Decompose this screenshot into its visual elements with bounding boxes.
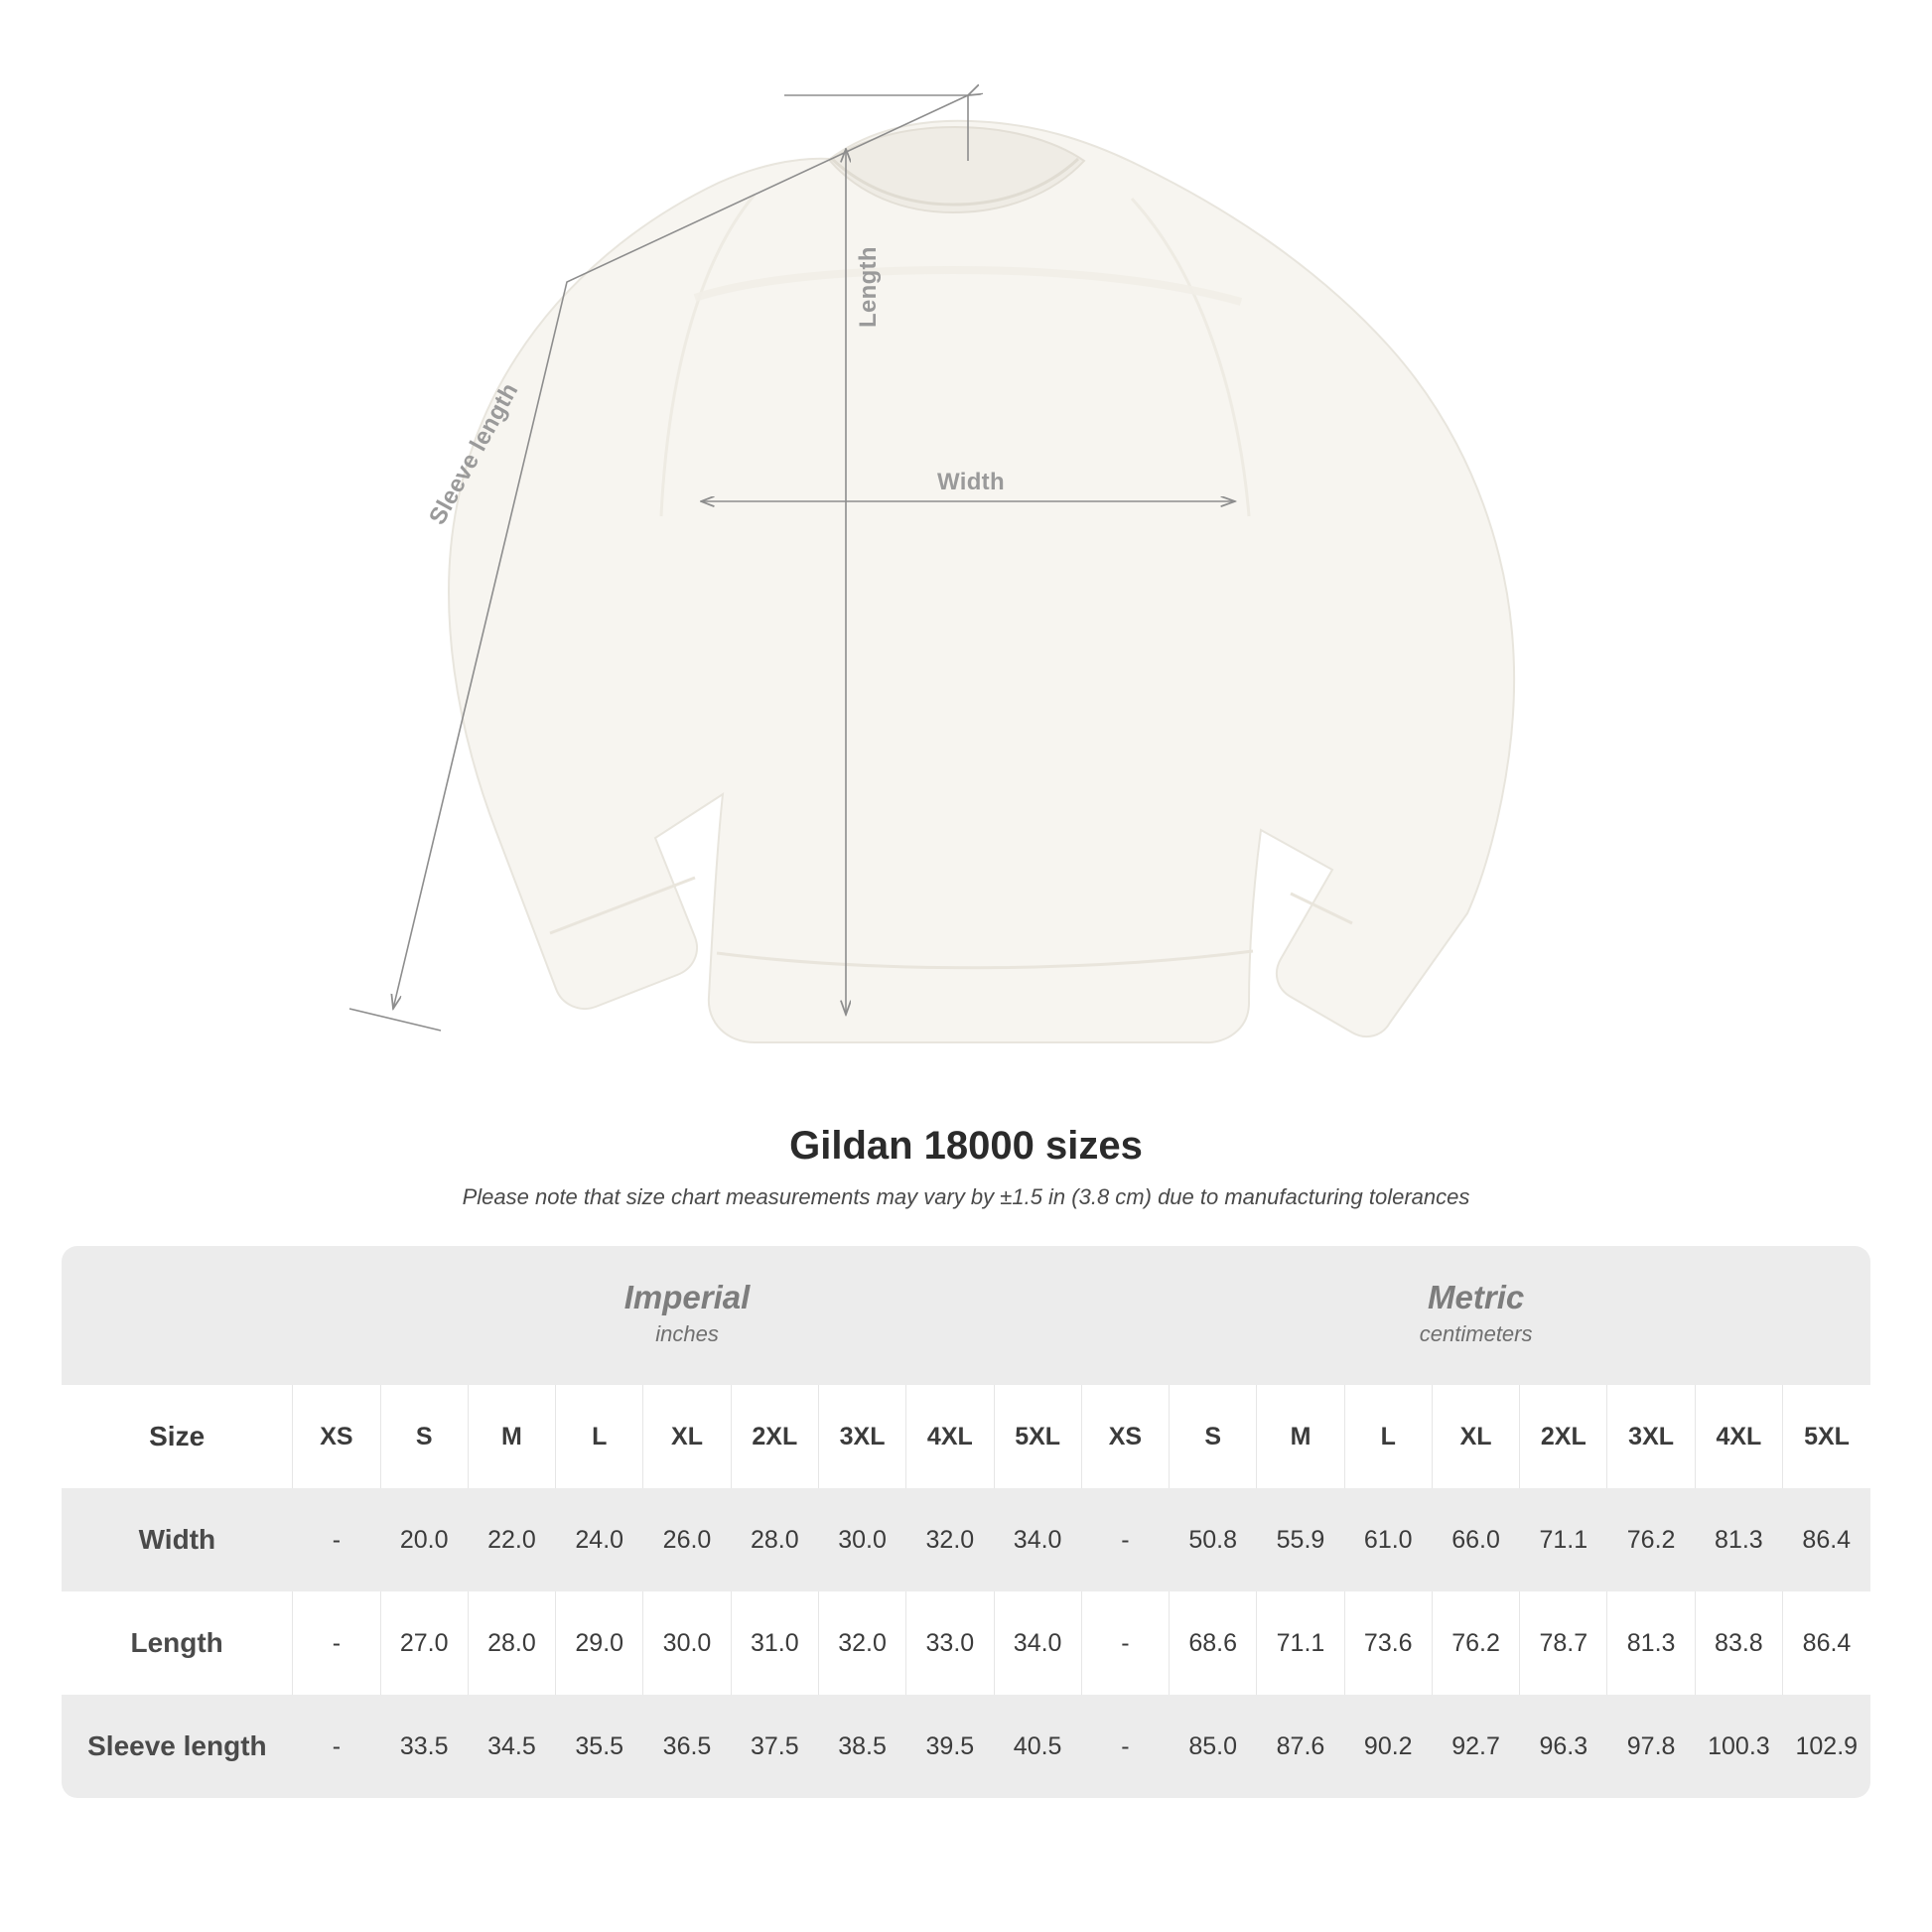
size-col-met-4: XL bbox=[1432, 1385, 1519, 1488]
cell-width-met-6: 76.2 bbox=[1607, 1488, 1695, 1591]
cell-length-imp-2: 28.0 bbox=[468, 1591, 555, 1695]
unit-group-imperial-name: Imperial bbox=[623, 1279, 751, 1316]
cell-width-met-5: 71.1 bbox=[1520, 1488, 1607, 1591]
size-col-imp-4: XL bbox=[643, 1385, 731, 1488]
table-row bbox=[62, 1488, 1870, 1591]
cell-length-met-6: 81.3 bbox=[1607, 1591, 1695, 1695]
size-col-met-0: XS bbox=[1081, 1385, 1169, 1488]
cell-sleeve-imp-6: 38.5 bbox=[818, 1695, 905, 1798]
size-chart-table-wrap bbox=[62, 1246, 1870, 1798]
table-row bbox=[62, 1695, 1870, 1798]
size-col-met-5: 2XL bbox=[1520, 1385, 1607, 1488]
cell-width-imp-6: 30.0 bbox=[818, 1488, 905, 1591]
size-col-met-2: M bbox=[1257, 1385, 1344, 1488]
cell-length-imp-1: 27.0 bbox=[380, 1591, 468, 1695]
width-dimension-label: Width bbox=[937, 469, 1005, 495]
tolerance-note: Please note that size chart measurements may vary by ±1.5 in (3.8 cm) due to manufacturing tolerances bbox=[462, 1184, 1470, 1209]
cell-length-imp-0: - bbox=[293, 1591, 380, 1695]
cell-sleeve-met-3: 90.2 bbox=[1344, 1695, 1432, 1798]
cell-sleeve-imp-4: 36.5 bbox=[643, 1695, 731, 1798]
unit-group-metric-unit: centimeters bbox=[1419, 1321, 1533, 1347]
row-label-length: Length bbox=[62, 1591, 293, 1695]
cell-sleeve-met-6: 97.8 bbox=[1607, 1695, 1695, 1798]
cell-length-met-2: 71.1 bbox=[1257, 1591, 1344, 1695]
size-col-imp-3: L bbox=[556, 1385, 643, 1488]
sweatshirt-shape bbox=[449, 121, 1514, 1042]
cell-width-met-4: 66.0 bbox=[1432, 1488, 1519, 1591]
cell-length-imp-7: 33.0 bbox=[906, 1591, 994, 1695]
cell-length-met-7: 83.8 bbox=[1695, 1591, 1782, 1695]
size-col-imp-5: 2XL bbox=[731, 1385, 818, 1488]
cell-width-imp-5: 28.0 bbox=[731, 1488, 818, 1591]
size-col-met-7: 4XL bbox=[1695, 1385, 1782, 1488]
unit-group-metric bbox=[1081, 1246, 1870, 1385]
sleeve-dimension-label: Sleeve length bbox=[424, 378, 524, 530]
table-row bbox=[62, 1591, 1870, 1695]
cell-width-imp-2: 22.0 bbox=[468, 1488, 555, 1591]
cell-sleeve-met-8: 102.9 bbox=[1783, 1695, 1870, 1798]
size-col-met-1: S bbox=[1170, 1385, 1257, 1488]
cell-width-imp-0: - bbox=[293, 1488, 380, 1591]
cell-length-met-5: 78.7 bbox=[1520, 1591, 1607, 1695]
size-col-met-8: 5XL bbox=[1783, 1385, 1870, 1488]
cell-length-met-8: 86.4 bbox=[1783, 1591, 1870, 1695]
cell-sleeve-met-5: 96.3 bbox=[1520, 1695, 1607, 1798]
cell-length-imp-6: 32.0 bbox=[818, 1591, 905, 1695]
row-label-width: Width bbox=[62, 1488, 293, 1591]
cell-length-imp-8: 34.0 bbox=[994, 1591, 1081, 1695]
cell-sleeve-met-7: 100.3 bbox=[1695, 1695, 1782, 1798]
cell-width-imp-4: 26.0 bbox=[643, 1488, 731, 1591]
cell-length-met-3: 73.6 bbox=[1344, 1591, 1432, 1695]
cell-width-met-2: 55.9 bbox=[1257, 1488, 1344, 1591]
unit-group-imperial bbox=[293, 1246, 1082, 1385]
cell-sleeve-imp-8: 40.5 bbox=[994, 1695, 1081, 1798]
cell-width-imp-8: 34.0 bbox=[994, 1488, 1081, 1591]
size-col-imp-6: 3XL bbox=[818, 1385, 905, 1488]
unit-header-spacer bbox=[62, 1246, 293, 1385]
cell-width-imp-1: 20.0 bbox=[380, 1488, 468, 1591]
cell-sleeve-met-0: - bbox=[1081, 1695, 1169, 1798]
size-header-row bbox=[62, 1385, 1870, 1488]
cell-length-imp-4: 30.0 bbox=[643, 1591, 731, 1695]
row-label-sleeve-length: Sleeve length bbox=[62, 1695, 293, 1798]
cell-sleeve-imp-7: 39.5 bbox=[906, 1695, 994, 1798]
row-header-size: Size bbox=[62, 1385, 293, 1488]
size-col-imp-8: 5XL bbox=[994, 1385, 1081, 1488]
cell-sleeve-met-2: 87.6 bbox=[1257, 1695, 1344, 1798]
size-col-imp-2: M bbox=[468, 1385, 555, 1488]
cell-width-met-3: 61.0 bbox=[1344, 1488, 1432, 1591]
cell-length-imp-3: 29.0 bbox=[556, 1591, 643, 1695]
cell-sleeve-imp-2: 34.5 bbox=[468, 1695, 555, 1798]
size-chart-table bbox=[62, 1246, 1870, 1798]
page-title: Gildan 18000 sizes bbox=[789, 1124, 1143, 1168]
cell-width-imp-3: 24.0 bbox=[556, 1488, 643, 1591]
cell-length-met-4: 76.2 bbox=[1432, 1591, 1519, 1695]
cell-sleeve-imp-5: 37.5 bbox=[731, 1695, 818, 1798]
cell-length-imp-5: 31.0 bbox=[731, 1591, 818, 1695]
title-block bbox=[0, 1124, 1932, 1210]
length-dimension-label: Length bbox=[855, 246, 882, 328]
size-col-met-3: L bbox=[1344, 1385, 1432, 1488]
cell-sleeve-imp-0: - bbox=[293, 1695, 380, 1798]
cell-sleeve-met-1: 85.0 bbox=[1170, 1695, 1257, 1798]
size-col-imp-0: XS bbox=[293, 1385, 380, 1488]
cell-sleeve-met-4: 92.7 bbox=[1432, 1695, 1519, 1798]
unit-header-row bbox=[62, 1246, 1870, 1385]
cell-sleeve-imp-1: 33.5 bbox=[380, 1695, 468, 1798]
cell-length-met-1: 68.6 bbox=[1170, 1591, 1257, 1695]
size-col-met-6: 3XL bbox=[1607, 1385, 1695, 1488]
cell-width-imp-7: 32.0 bbox=[906, 1488, 994, 1591]
cell-width-met-0: - bbox=[1081, 1488, 1169, 1591]
unit-group-metric-name: Metric bbox=[1428, 1279, 1525, 1316]
size-col-imp-1: S bbox=[380, 1385, 468, 1488]
cell-sleeve-imp-3: 35.5 bbox=[556, 1695, 643, 1798]
cell-length-met-0: - bbox=[1081, 1591, 1169, 1695]
cell-width-met-7: 81.3 bbox=[1695, 1488, 1782, 1591]
unit-group-imperial-unit: inches bbox=[655, 1321, 719, 1347]
cell-width-met-8: 86.4 bbox=[1783, 1488, 1870, 1591]
cell-width-met-1: 50.8 bbox=[1170, 1488, 1257, 1591]
size-col-imp-7: 4XL bbox=[906, 1385, 994, 1488]
